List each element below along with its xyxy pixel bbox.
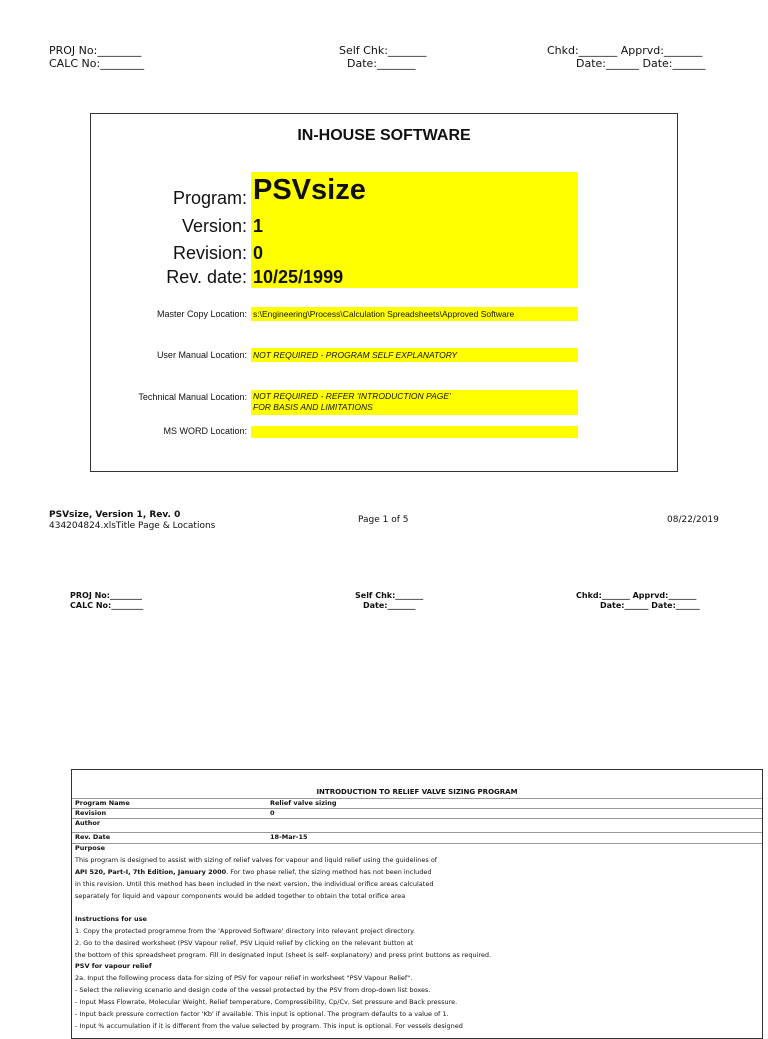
table-row [72,843,762,853]
vapour-line-2: - Select the relieving scenario and design code of the vessel protected by the PSV from drop-down list boxes. [75,986,431,994]
table-row [72,798,762,808]
vapour-line-1: 2a. Input the following process data for sizing of PSV for vapour relief in worksheet "PSV Vapour Relief". [75,974,413,982]
title-page-box [90,113,678,472]
row-key: Author [75,819,101,827]
footer-doc-title: PSVsize, Version 1, Rev. 0 [49,510,181,520]
purpose-heading: Purpose [75,844,105,852]
version-label: Version: [181,216,247,236]
row-value: Relief valve sizing [270,799,337,807]
self-chk-date: Date:_______ [347,57,416,70]
purpose-line-2-rest: . For two phase relief, the sizing method has not been included [226,868,432,876]
self-chk-2: Self Chk:_______ [355,591,424,600]
ms-word-label: MS WORD Location: [163,426,247,436]
user-manual-label: User Manual Location: [156,350,247,360]
proj-no: PROJ No:________ [49,44,142,57]
vapour-line-3: - Input Mass Flowrate, Molecular Weight, Relief temperature, Compressibility, Cp/Cv, Set pressure and Back pressure. [75,998,458,1006]
revision-label: Revision: [172,243,247,263]
intro-title: INTRODUCTION TO RELIEF VALVE SIZING PROGRAM [316,788,518,796]
chkd-apprvd-dates-2: Date:______ Date:______ [600,601,700,610]
row-key: Revision [75,809,107,817]
row-value: 0 [270,809,275,817]
rev-date-value: 10/25/1999 [253,267,344,287]
vapour-line-4: - Input back pressure correction factor 'Kb' if available. This input is optional. The program defaults to a value of 1. [75,1010,449,1018]
chkd-apprvd-2: Chkd:_______ Apprvd:_______ [576,591,697,600]
master-copy-label: Master Copy Location: [156,309,247,319]
row-key: Program Name [75,799,130,807]
purpose-reference: API 520, Part-I, 7th Edition, January 2000 [75,868,227,876]
master-copy-value: s:\Engineering\Process\Calculation Spreadsheets\Approved Software [253,309,515,319]
table-row [72,808,762,818]
program-label: Program: [172,188,247,208]
purpose-line-1: This program is designed to assist with sizing of relief valves for vapour and liquid relief using the guidelines of [75,856,438,864]
revision-value: 0 [253,243,264,263]
program-value: PSVsize [253,174,366,206]
purpose-line-3: in this revision. Until this method has been included in the next version, the individual orifice areas calculated [75,880,434,888]
row-key: Rev. Date [75,833,111,841]
vapour-line-5: - Input % accumulation if it is different from the value selected by program. This input is optional. For vessels designed [75,1022,463,1030]
footer-page-number: Page 1 of 5 [358,515,409,525]
page-title: IN-HOUSE SOFTWARE [297,127,471,144]
vapour-heading: PSV for vapour relief [75,962,152,970]
purpose-line-4: separately for liquid and vapour components would be added together to obtain the total orifice area [75,892,406,900]
self-chk-date-2: Date:_______ [363,601,416,610]
self-chk: Self Chk:_______ [339,44,427,57]
user-manual-value: NOT REQUIRED - PROGRAM SELF EXPLANATORY [253,350,458,360]
calc-no: CALC No:________ [49,57,145,70]
table-row [72,832,762,842]
tech-manual-label: Technical Manual Location: [138,392,247,402]
tech-manual-value-1: NOT REQUIRED - REFER 'INTRODUCTION PAGE' [253,391,451,401]
ms-word-highlight [251,426,578,438]
chkd-apprvd: Chkd:_______ Apprvd:_______ [547,44,703,57]
tech-manual-value-2: FOR BASIS AND LIMITATIONS [253,402,373,412]
rev-date-label: Rev. date: [166,267,247,287]
version-value: 1 [253,216,264,236]
chkd-apprvd-dates: Date:______ Date:______ [576,57,706,70]
instruction-1: 1. Copy the protected programme from the 'Approved Software' directory into relevant project directory. [75,927,416,935]
table-row [72,818,762,828]
proj-no-2: PROJ No:________ [70,591,142,600]
intro-box [71,769,763,1039]
calc-no-2: CALC No:________ [70,601,144,610]
row-value: 18-Mar-15 [270,833,308,841]
purpose-line-2 [75,866,432,878]
instruction-3: the bottom of this spreadsheet program. Fill in designated input (sheet is self- explanatory) and press print buttons as required. [75,951,492,959]
footer-date: 08/22/2019 [667,515,719,525]
footer-file-name: 434204824.xlsTitle Page & Locations [49,521,216,531]
instructions-heading: Instructions for use [75,915,147,923]
instruction-2: 2. Go to the desired worksheet (PSV Vapour relief, PSV Liquid relief by clicking on the relevant button at [75,939,414,947]
